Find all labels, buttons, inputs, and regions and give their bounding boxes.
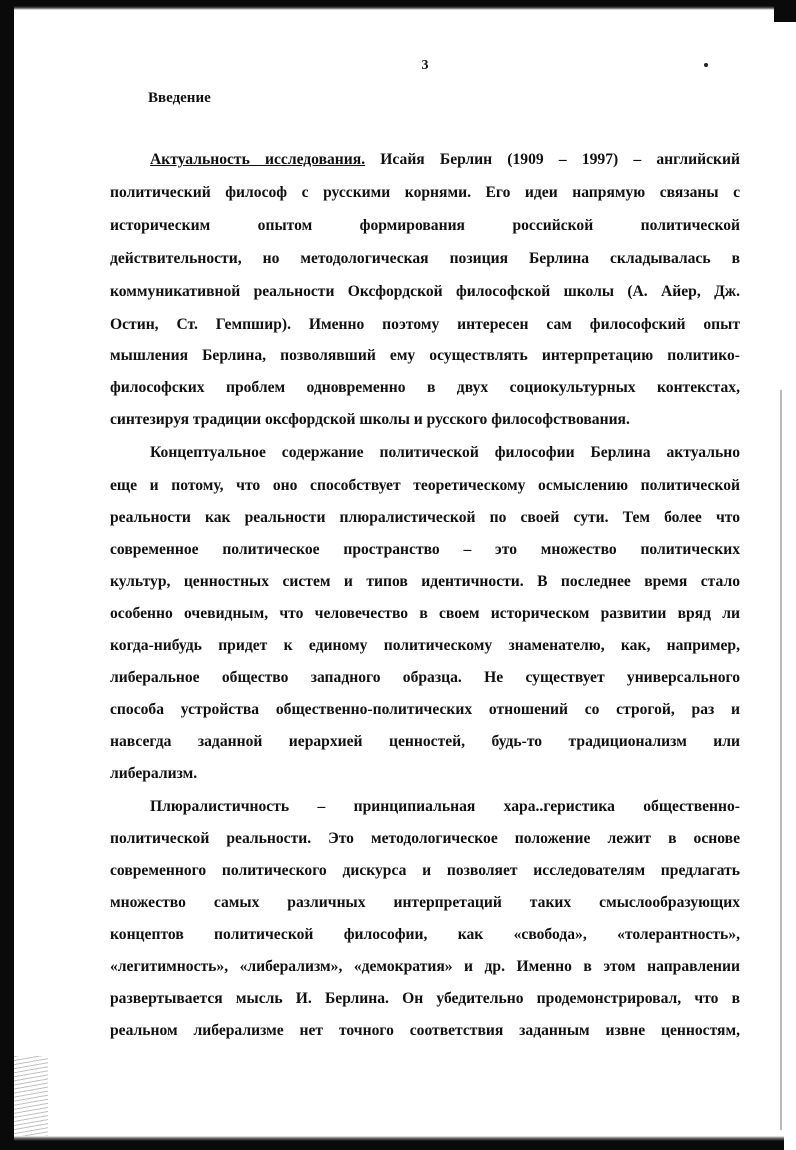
text-line: либерализм.: [110, 765, 198, 782]
text-line: культур, ценностных систем и типов идентичности. В последнее время стало: [110, 573, 740, 590]
page-number: 3: [421, 58, 429, 73]
text-line: коммуникативной реальности Оксфордской философской школы (А. Айер, Дж.: [110, 283, 740, 300]
text-line: реальности как реальности плюралистической по своей сути. Тем более что: [110, 509, 740, 526]
text-line: современное политическое пространство – это множество политических: [110, 541, 740, 558]
text-line: Концептуальное содержание политической философии Берлина актуально: [150, 444, 740, 461]
text-line: либеральное общество западного образца. Не существует универсального: [110, 669, 740, 686]
scan-noise: [14, 1056, 48, 1136]
text-line: синтезируя традиции оксфордской школы и русского философствования.: [110, 411, 630, 428]
scan-corner-top-right: [774, 0, 796, 22]
text-line: развертывается мысль И. Берлина. Он убедительно продемонстрировал, что в: [110, 990, 740, 1007]
text-line: особенно очевидным, что человечество в своем историческом развитии вряд ли: [110, 605, 740, 622]
scan-border-top: [14, 0, 774, 10]
text-line: реальном либерализме нет точного соответствия заданным извне ценностям,: [110, 1022, 740, 1039]
lead-underlined: Актуальность исследования.: [150, 151, 366, 168]
text-line: действительности, но методологическая позиция Берлина складывалась в: [110, 250, 740, 267]
text-line: историческим опытом формирования российской политической: [110, 217, 740, 234]
section-heading: Введение: [148, 90, 211, 106]
text-line: философских проблем одновременно в двух социокультурных контекстах,: [110, 379, 740, 396]
text-line: способа устройства общественно-политических отношений со строгой, раз и: [110, 701, 740, 718]
text-line: концептов политической философии, как «свобода», «толерантность»,: [110, 926, 740, 943]
scan-border-bottom: [14, 1136, 784, 1150]
text-line: Остин, Ст. Гемпшир). Именно поэтому интересен сам философский опыт: [110, 316, 740, 333]
text-line: мышления Берлина, позволявший ему осуществлять интерпретацию политико-: [110, 347, 740, 364]
text-line: политической реальности. Это методологическое положение лежит в основе: [110, 830, 740, 847]
scan-border-left: [0, 0, 14, 1150]
text-line: «легитимность», «либерализм», «демократия» и др. Именно в этом направлении: [110, 958, 740, 975]
text-line: множество самых различных интерпретаций таких смыслообразующих: [110, 894, 740, 911]
scan-border-right: [780, 390, 782, 1130]
text-line: современного политического дискурса и позволяет исследователям предлагать: [110, 862, 740, 879]
text-line: политический философ с русскими корнями. Его идеи напрямую связаны с: [110, 184, 740, 201]
text-line: Актуальность исследования. Исайя Берлин (1909 – 1997) – английский: [150, 151, 740, 168]
text-line: Плюралистичность – принципиальная хара..геристика общественно-: [150, 798, 740, 815]
text-line: навсегда заданной иерархией ценностей, будь-то традиционализм или: [110, 733, 740, 750]
text-line: когда-нибудь придет к единому политическому знаменателю, как, например,: [110, 637, 740, 654]
text-line: еще и потому, что оно способствует теоретическому осмыслению политической: [110, 477, 740, 494]
